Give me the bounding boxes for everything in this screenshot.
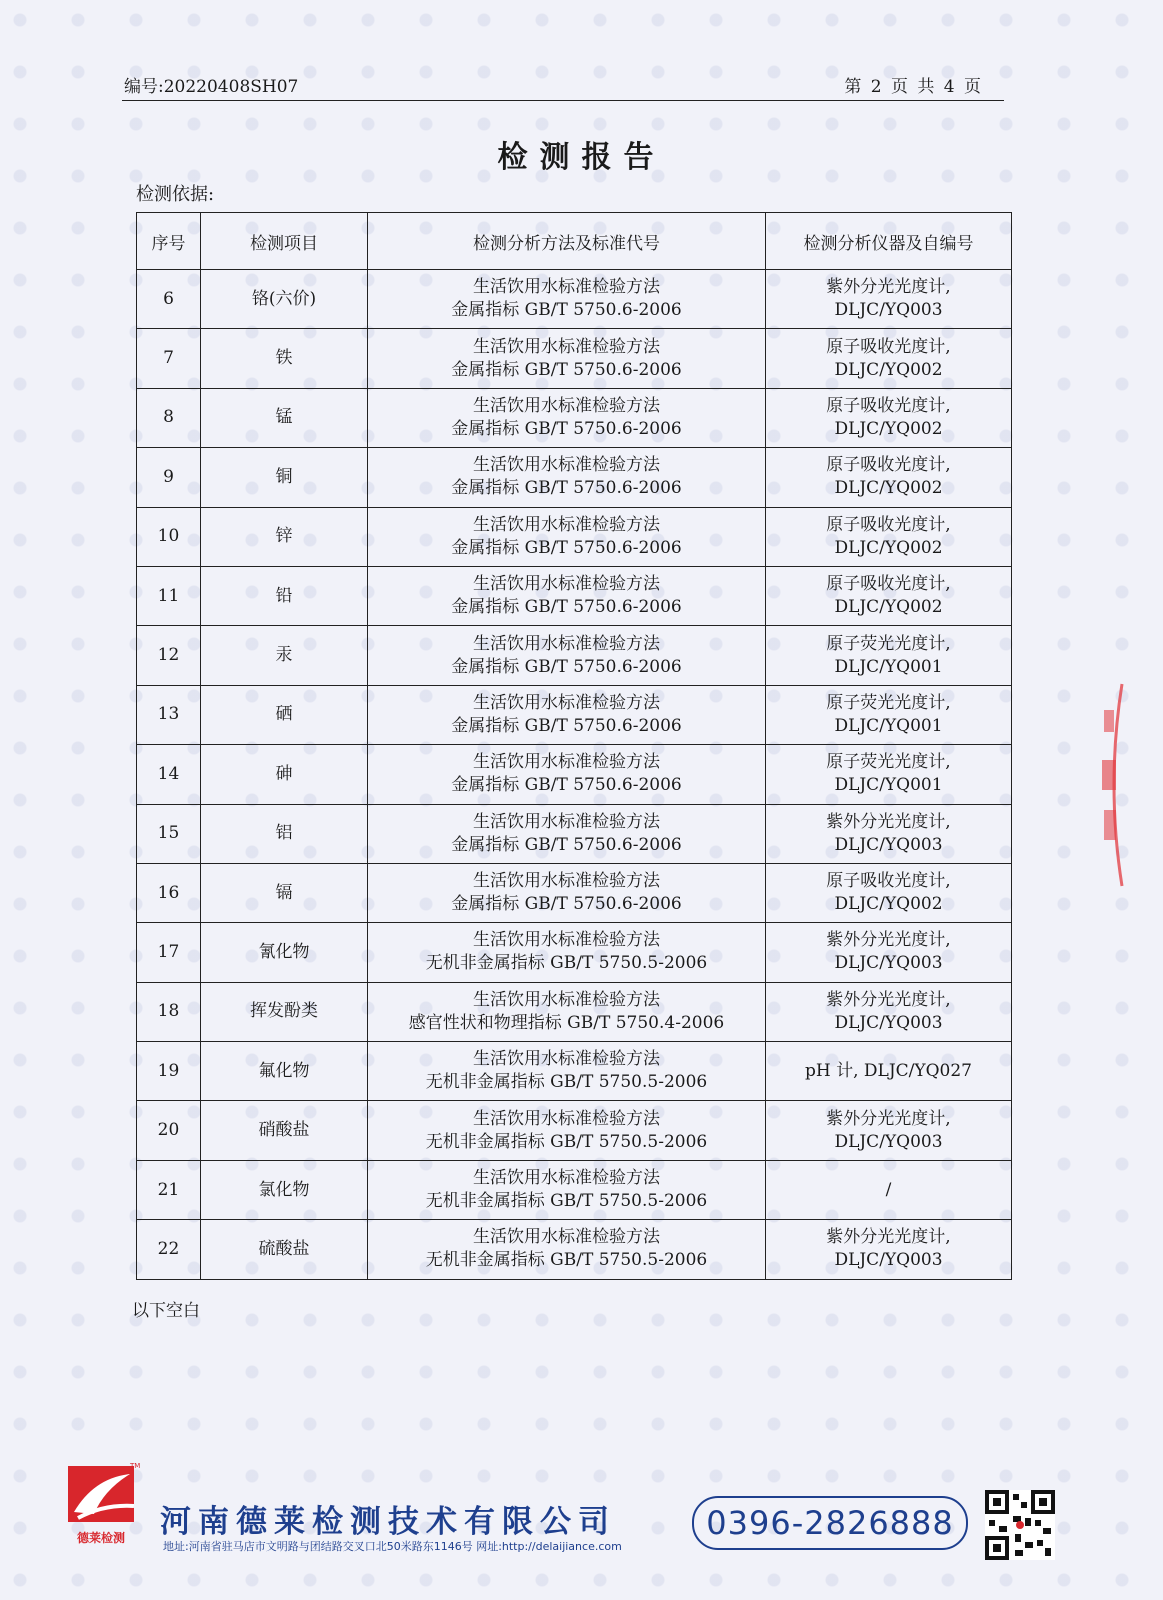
cell-item: 铬(六价) <box>201 270 368 329</box>
instrument-line: 原子吸收光度计, <box>826 395 951 416</box>
cell-method <box>368 1101 766 1160</box>
instrument-line: DLJC/YQ003 <box>834 1250 943 1271</box>
method-line: 无机非金属指标 GB/T 5750.5-2006 <box>425 953 708 974</box>
method-line: 生活饮用水标准检验方法 <box>473 1108 660 1129</box>
table-header-row <box>137 213 1012 270</box>
method-line: 无机非金属指标 GB/T 5750.5-2006 <box>425 1131 708 1152</box>
cell-item: 汞 <box>201 626 368 685</box>
method-line: 感官性状和物理指标 GB/T 5750.4-2006 <box>408 1012 725 1033</box>
cell-no: 8 <box>137 388 201 447</box>
method-line: 生活饮用水标准检验方法 <box>473 633 660 654</box>
instrument-line: 原子荧光光度计, <box>826 692 951 713</box>
cell-item: 铁 <box>201 329 368 388</box>
cell-method <box>368 448 766 507</box>
method-line: 生活饮用水标准检验方法 <box>473 336 660 357</box>
cell-instrument <box>766 270 1012 329</box>
cell-no: 10 <box>137 507 201 566</box>
table-row <box>137 1160 1012 1219</box>
cell-instrument <box>766 566 1012 625</box>
cell-method <box>368 863 766 922</box>
table-row <box>137 566 1012 625</box>
instrument-line: DLJC/YQ003 <box>834 1012 943 1033</box>
instrument-line: DLJC/YQ003 <box>834 1131 943 1152</box>
instrument-line: DLJC/YQ002 <box>834 478 943 499</box>
header-instrument: 检测分析仪器及自编号 <box>766 213 1012 270</box>
cell-no: 7 <box>137 329 201 388</box>
method-line: 金属指标 GB/T 5750.6-2006 <box>451 300 682 321</box>
instrument-line: 紫外分光光度计, <box>826 277 951 298</box>
cell-instrument <box>766 804 1012 863</box>
cell-no: 17 <box>137 923 201 982</box>
cell-no: 6 <box>137 270 201 329</box>
table-row <box>137 982 1012 1041</box>
header-method: 检测分析方法及标准代号 <box>368 213 766 270</box>
method-line: 金属指标 GB/T 5750.6-2006 <box>451 478 682 499</box>
cell-no: 15 <box>137 804 201 863</box>
method-line: 无机非金属指标 GB/T 5750.5-2006 <box>425 1191 708 1212</box>
instrument-line: DLJC/YQ001 <box>834 715 943 736</box>
cell-item: 硝酸盐 <box>201 1101 368 1160</box>
cell-item: 铝 <box>201 804 368 863</box>
table-row <box>137 388 1012 447</box>
method-line: 生活饮用水标准检验方法 <box>473 1227 660 1248</box>
instrument-line: DLJC/YQ002 <box>834 537 943 558</box>
cell-instrument <box>766 1042 1012 1101</box>
method-line: 生活饮用水标准检验方法 <box>473 1049 660 1070</box>
instrument-line: 紫外分光光度计, <box>826 930 951 951</box>
cell-method <box>368 1220 766 1279</box>
method-line: 生活饮用水标准检验方法 <box>473 1168 660 1189</box>
table-row <box>137 1042 1012 1101</box>
method-line: 生活饮用水标准检验方法 <box>473 871 660 892</box>
logo-text: 德莱检测 <box>76 1531 126 1545</box>
cell-no: 9 <box>137 448 201 507</box>
cell-method <box>368 1042 766 1101</box>
qr-code-icon <box>985 1490 1055 1560</box>
cell-no: 19 <box>137 1042 201 1101</box>
instrument-line: DLJC/YQ002 <box>834 894 943 915</box>
table-row <box>137 923 1012 982</box>
instrument-line: / <box>885 1179 892 1200</box>
header-divider <box>122 100 1004 101</box>
method-line: 金属指标 GB/T 5750.6-2006 <box>451 597 682 618</box>
cell-item: 锰 <box>201 388 368 447</box>
method-line: 金属指标 GB/T 5750.6-2006 <box>451 418 682 439</box>
instrument-line: DLJC/YQ002 <box>834 359 943 380</box>
cell-no: 20 <box>137 1101 201 1160</box>
method-line: 生活饮用水标准检验方法 <box>473 752 660 773</box>
instrument-line: DLJC/YQ003 <box>834 834 943 855</box>
instrument-line: 原子荧光光度计, <box>826 633 951 654</box>
page-title: 检测报告 <box>497 140 666 175</box>
method-line: 生活饮用水标准检验方法 <box>473 395 660 416</box>
table-row <box>137 448 1012 507</box>
cell-no: 16 <box>137 863 201 922</box>
table-row <box>137 270 1012 329</box>
instrument-line: 原子吸收光度计, <box>826 574 951 595</box>
table-row <box>137 626 1012 685</box>
company-address: 地址:河南省驻马店市文明路与团结路交叉口北50米路东1146号 网址:http://delaijiance.com <box>163 1540 622 1553</box>
cell-item: 氯化物 <box>201 1160 368 1219</box>
table-row <box>137 329 1012 388</box>
cell-item: 铜 <box>201 448 368 507</box>
instrument-line: pH 计, DLJC/YQ027 <box>805 1060 972 1081</box>
cell-instrument <box>766 863 1012 922</box>
cell-method <box>368 507 766 566</box>
instrument-line: DLJC/YQ001 <box>834 656 943 677</box>
instrument-line: 紫外分光光度计, <box>826 1227 951 1248</box>
cell-method <box>368 329 766 388</box>
table-row <box>137 1220 1012 1279</box>
method-line: 生活饮用水标准检验方法 <box>473 277 660 298</box>
blank-below-note: 以下空白 <box>132 1301 200 1321</box>
cell-instrument <box>766 1220 1012 1279</box>
method-line: 生活饮用水标准检验方法 <box>473 514 660 535</box>
cell-item: 氰化物 <box>201 923 368 982</box>
method-line: 金属指标 GB/T 5750.6-2006 <box>451 775 682 796</box>
method-line: 生活饮用水标准检验方法 <box>473 692 660 713</box>
company-name: 河南德莱检测技术有限公司 <box>160 1504 616 1540</box>
cell-method <box>368 685 766 744</box>
method-line: 生活饮用水标准检验方法 <box>473 455 660 476</box>
cell-no: 14 <box>137 745 201 804</box>
basis-label: 检测依据: <box>136 184 215 205</box>
method-line: 生活饮用水标准检验方法 <box>473 989 660 1010</box>
cell-no: 12 <box>137 626 201 685</box>
page-indicator: 第 2 页 共 4 页 <box>844 77 983 97</box>
cell-item: 铅 <box>201 566 368 625</box>
instrument-line: 原子吸收光度计, <box>826 336 951 357</box>
cell-instrument <box>766 923 1012 982</box>
instrument-line: 紫外分光光度计, <box>826 989 951 1010</box>
cell-method <box>368 270 766 329</box>
cell-instrument <box>766 685 1012 744</box>
cell-method <box>368 626 766 685</box>
cell-item: 锌 <box>201 507 368 566</box>
method-line: 无机非金属指标 GB/T 5750.5-2006 <box>425 1072 708 1093</box>
cell-method <box>368 804 766 863</box>
cell-item: 镉 <box>201 863 368 922</box>
cell-no: 21 <box>137 1160 201 1219</box>
svg-text:TM: TM <box>130 1462 140 1470</box>
method-line: 金属指标 GB/T 5750.6-2006 <box>451 834 682 855</box>
method-line: 生活饮用水标准检验方法 <box>473 811 660 832</box>
cell-instrument <box>766 1101 1012 1160</box>
cell-instrument <box>766 626 1012 685</box>
instrument-line: DLJC/YQ002 <box>834 418 943 439</box>
cell-instrument <box>766 982 1012 1041</box>
company-logo-icon <box>64 1460 140 1550</box>
method-line: 金属指标 GB/T 5750.6-2006 <box>451 359 682 380</box>
cell-instrument <box>766 1160 1012 1219</box>
instrument-line: DLJC/YQ003 <box>834 300 943 321</box>
method-line: 无机非金属指标 GB/T 5750.5-2006 <box>425 1250 708 1271</box>
cell-instrument <box>766 388 1012 447</box>
header-item: 检测项目 <box>201 213 368 270</box>
method-line: 金属指标 GB/T 5750.6-2006 <box>451 537 682 558</box>
instrument-line: 原子吸收光度计, <box>826 455 951 476</box>
cell-method <box>368 923 766 982</box>
table-row <box>137 507 1012 566</box>
cell-no: 11 <box>137 566 201 625</box>
header-no: 序号 <box>137 213 201 270</box>
cell-instrument <box>766 745 1012 804</box>
phone-number: 0396-2826888 <box>692 1496 968 1550</box>
cell-method <box>368 388 766 447</box>
instrument-line: DLJC/YQ001 <box>834 775 943 796</box>
cell-instrument <box>766 329 1012 388</box>
cell-instrument <box>766 448 1012 507</box>
instrument-line: DLJC/YQ003 <box>834 953 943 974</box>
instrument-line: 紫外分光光度计, <box>826 811 951 832</box>
method-line: 生活饮用水标准检验方法 <box>473 574 660 595</box>
table-body <box>137 270 1012 1280</box>
table-row <box>137 685 1012 744</box>
cell-instrument <box>766 507 1012 566</box>
instrument-line: 原子荧光光度计, <box>826 752 951 773</box>
cell-item: 砷 <box>201 745 368 804</box>
method-line: 生活饮用水标准检验方法 <box>473 930 660 951</box>
cell-method <box>368 566 766 625</box>
instrument-line: 原子吸收光度计, <box>826 871 951 892</box>
cell-method <box>368 982 766 1041</box>
cell-no: 18 <box>137 982 201 1041</box>
table-row <box>137 804 1012 863</box>
cell-item: 硫酸盐 <box>201 1220 368 1279</box>
test-method-table <box>136 212 1012 1280</box>
table-row <box>137 745 1012 804</box>
cell-no: 22 <box>137 1220 201 1279</box>
method-line: 金属指标 GB/T 5750.6-2006 <box>451 715 682 736</box>
cell-method <box>368 1160 766 1219</box>
cell-item: 挥发酚类 <box>201 982 368 1041</box>
method-line: 金属指标 GB/T 5750.6-2006 <box>451 894 682 915</box>
method-line: 金属指标 GB/T 5750.6-2006 <box>451 656 682 677</box>
instrument-line: 原子吸收光度计, <box>826 514 951 535</box>
instrument-line: 紫外分光光度计, <box>826 1108 951 1129</box>
cell-method <box>368 745 766 804</box>
table-row <box>137 863 1012 922</box>
cell-item: 氟化物 <box>201 1042 368 1101</box>
report-number: 编号:20220408SH07 <box>124 77 299 97</box>
instrument-line: DLJC/YQ002 <box>834 597 943 618</box>
cell-no: 13 <box>137 685 201 744</box>
red-seal-stamp-icon <box>1098 680 1128 890</box>
cell-item: 硒 <box>201 685 368 744</box>
table-row <box>137 1101 1012 1160</box>
